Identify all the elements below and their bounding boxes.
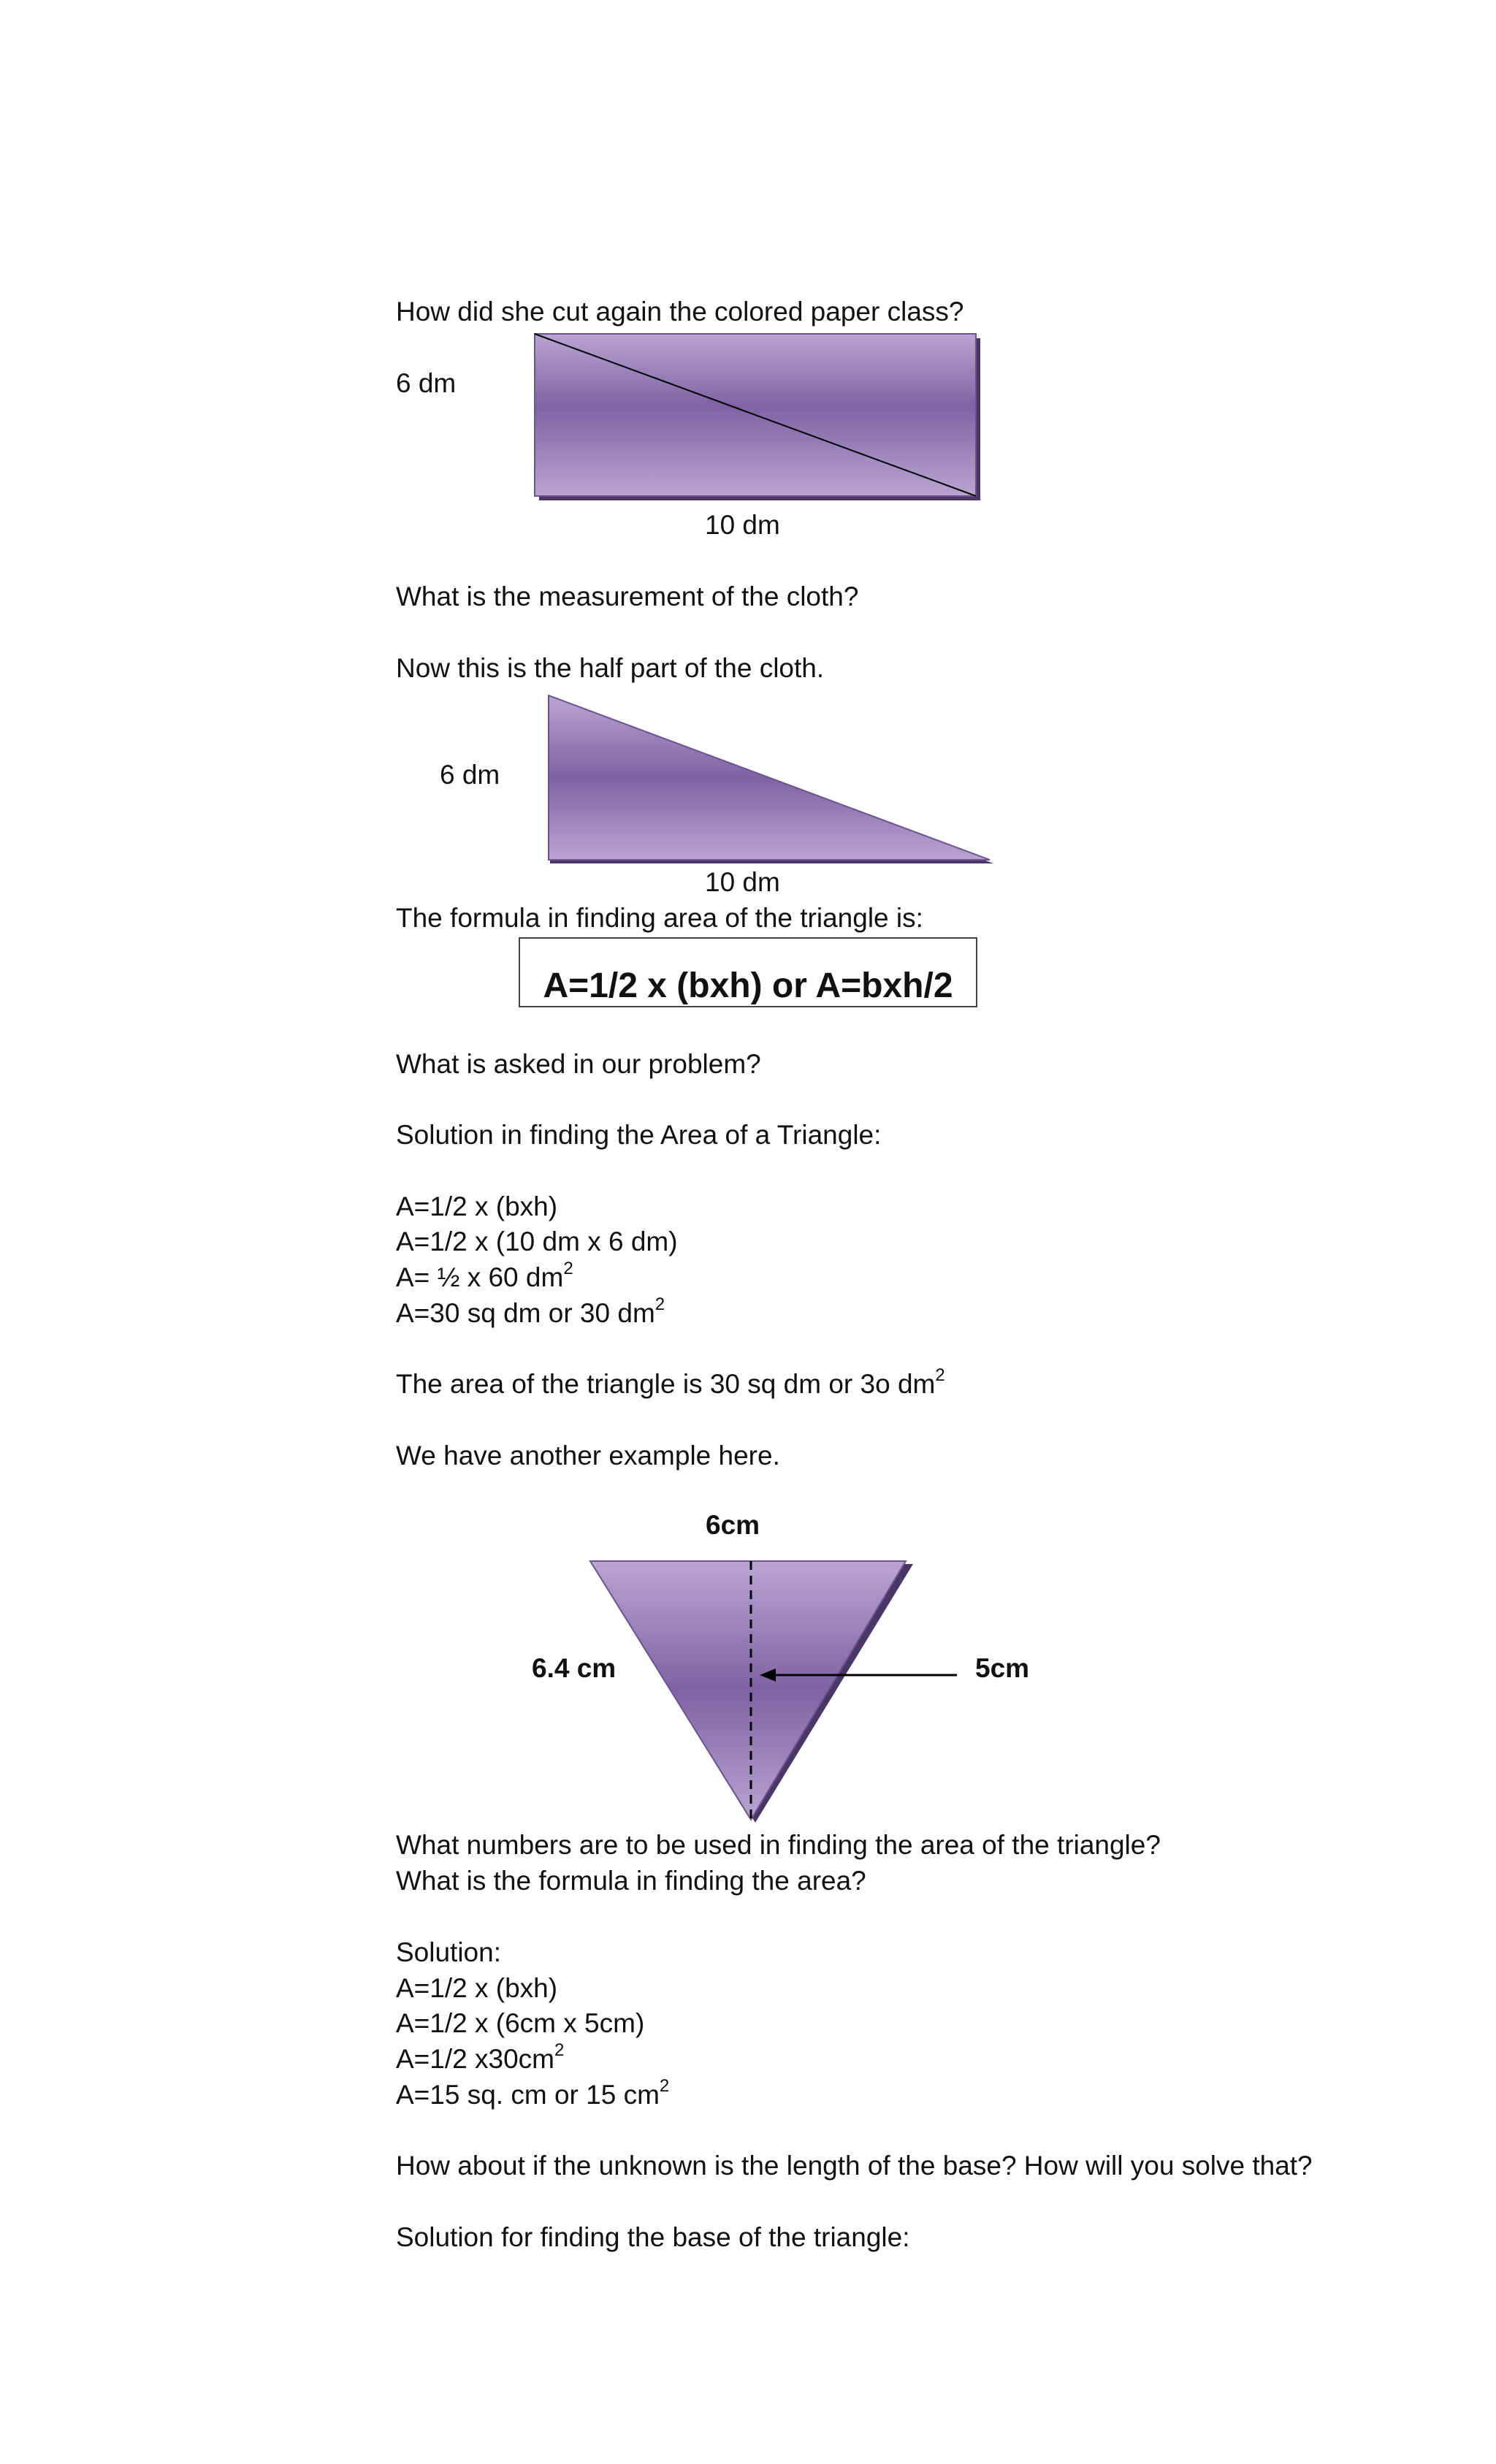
fig3-height-label: 5cm — [975, 1653, 1030, 1683]
half-part-text: Now this is the half part of the cloth. — [396, 653, 825, 683]
question-formula: What is the formula in finding the area? — [396, 1866, 866, 1896]
solution2-line4: A=15 sq. cm or 15 $cm^2$ — [396, 2075, 670, 2110]
question-asked: What is asked in our problem? — [396, 1049, 761, 1079]
formula-intro: The formula in finding area of the triangle is: — [396, 903, 923, 933]
purple-inverted-triangle — [590, 1561, 906, 1820]
solution1-line3: A= ½ x 60 $dm^2$ — [396, 1258, 573, 1292]
fig1-height-label: 6 dm — [396, 368, 457, 398]
superscript: 2 — [563, 1258, 573, 1278]
fig2-height-label: 6 dm — [440, 760, 500, 790]
question-measure: What is the measurement of the cloth? — [396, 581, 859, 611]
question-base: How about if the unknown is the length of the base? How will you solve that? — [396, 2151, 1313, 2181]
formula-box — [519, 937, 977, 1007]
solution-title: Solution in finding the Area of a Triangle: — [396, 1120, 882, 1150]
solution2-line2: A=1/2 x (6cm x 5cm) — [396, 2008, 645, 2038]
formula-text: A=1/2 x (bxh) or A=bxh/2 — [543, 966, 953, 1005]
superscript: 2 — [554, 2040, 565, 2060]
solution1-line1: A=1/2 x (bxh) — [396, 1191, 558, 1221]
solution1-line2: A=1/2 x (10 dm x 6 dm) — [396, 1227, 678, 1256]
rectangle-diagonal-figure — [533, 332, 986, 508]
superscript: 2 — [659, 2075, 670, 2096]
question-cut: How did she cut again the colored paper class? — [396, 297, 964, 327]
area-result: The area of the triangle is 30 sq dm or 3o $dm^2$ — [396, 1365, 945, 1399]
question-numbers: What numbers are to be used in finding the area of the triangle? — [396, 1830, 1161, 1860]
solution2-line1: A=1/2 x (bxh) — [396, 1973, 558, 2003]
solution1-line4: A=30 sq dm or 30 $dm^2$ — [396, 1294, 665, 1328]
another-example: We have another example here. — [396, 1441, 780, 1471]
inverted-triangle-figure — [584, 1560, 920, 1826]
solution2-line3: A=1/2 $x30cm^2$ — [396, 2040, 565, 2074]
fig3-top-label: 6cm — [706, 1510, 760, 1540]
purple-right-triangle — [549, 695, 990, 860]
base-solution-title: Solution for finding the base of the triangle: — [396, 2222, 910, 2252]
fig3-side-label: 6.4 cm — [532, 1653, 617, 1683]
superscript: 2 — [935, 1365, 945, 1385]
right-triangle-figure — [544, 694, 997, 869]
fig2-base-label: 10 dm — [705, 867, 780, 897]
superscript: 2 — [654, 1294, 665, 1314]
solution2-title: Solution: — [396, 1937, 501, 1967]
fig1-base-label: 10 dm — [705, 510, 780, 540]
